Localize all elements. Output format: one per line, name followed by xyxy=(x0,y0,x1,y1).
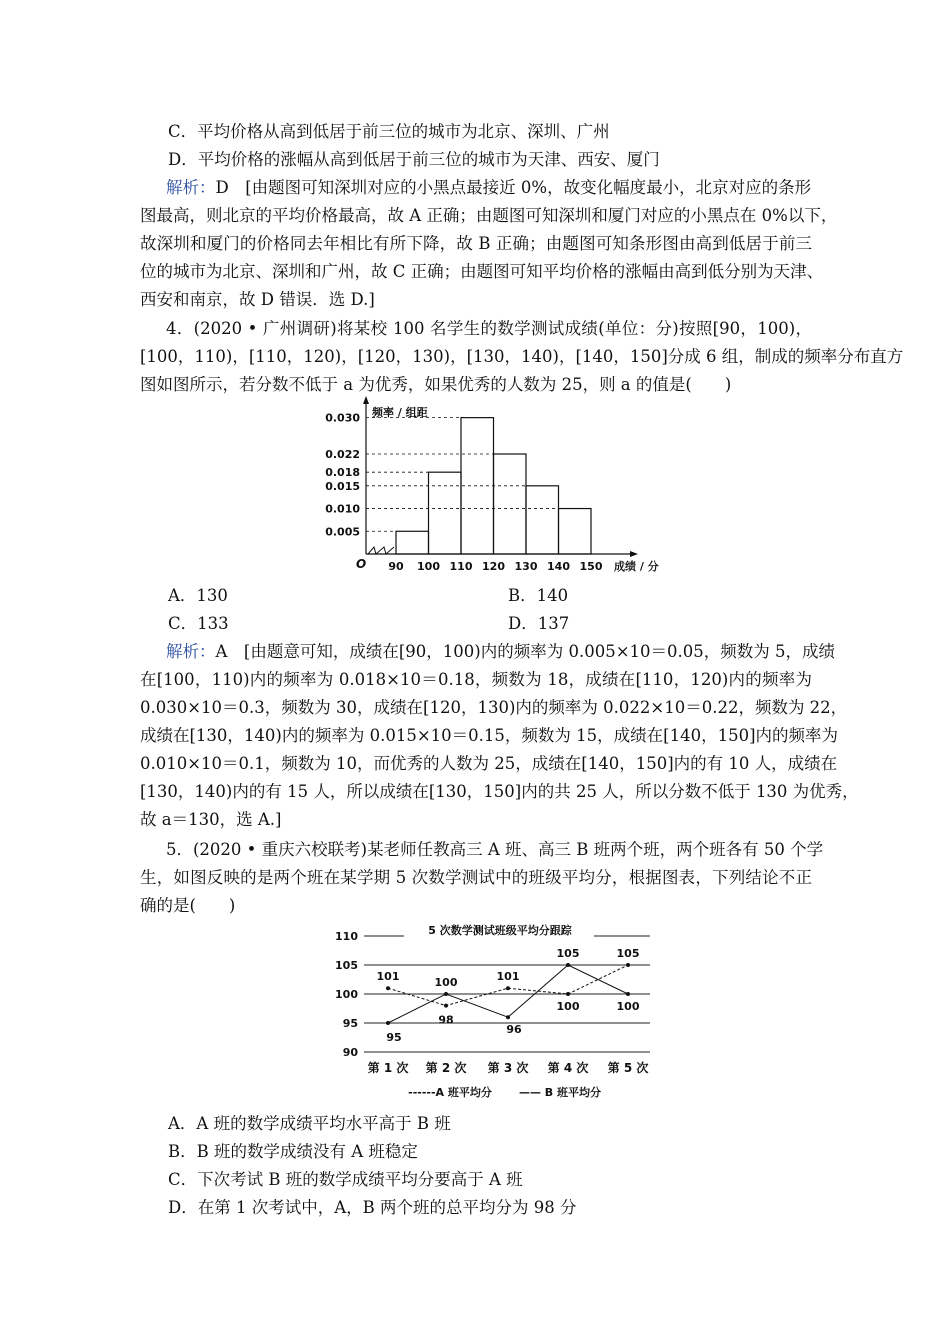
analysis-q4-line-6: [130，140)内的有 15 人，所以成绩在[130，150]内的共 25 人，所以分数不低于 130 为优秀， xyxy=(140,782,859,801)
y-axis-label: 频率 / 组距 xyxy=(372,406,428,419)
point-a xyxy=(626,963,630,967)
question-4-line-1: 4．(2020 • 广州调研)将某校 100 名学生的数学测试成绩(单位：分)按照[90，100)， xyxy=(166,319,812,338)
data-label-b: 105 xyxy=(556,947,580,960)
option-b-q5: B．B 班的数学成绩没有 A 班稳定 xyxy=(168,1142,418,1161)
histogram-chart xyxy=(320,396,680,586)
analysis-q4-line-4: 成绩在[130，140)内的频率为 0.015×10＝0.15，频数为 15，成绩在[140，150]内的频率为 xyxy=(140,726,839,745)
y-tick-label: 0.030 xyxy=(325,411,360,425)
data-label-b: 100 xyxy=(616,1000,640,1013)
option-a-q5: A．A 班的数学成绩平均水平高于 B 班 xyxy=(168,1114,451,1133)
question-5-line-3: 确的是( ) xyxy=(140,896,236,915)
histogram-bar xyxy=(429,472,462,554)
option-d-q3: D．平均价格的涨幅从高到低居于前三位的城市为天津、西安、厦门 xyxy=(168,150,660,169)
x-tick-label: 120 xyxy=(482,560,505,573)
histogram-bar xyxy=(526,486,559,554)
question-4-line-3: 图如图所示，若分数不低于 a 为优秀，如果优秀的人数为 25，则 a 的值是( ) xyxy=(140,375,732,394)
point-b xyxy=(506,1015,510,1019)
question-4-line-2: [100，110)，[110，120)，[120，130)，[130，140)，[140，150]分成 6 组，制成的频率分布直方 xyxy=(140,347,904,366)
y-tick-label: 0.005 xyxy=(325,525,360,539)
point-b xyxy=(444,992,448,996)
y-tick-label: 95 xyxy=(342,1017,358,1030)
data-label-b: 95 xyxy=(386,1031,402,1044)
analysis-q4-line-2: 在[100，110)内的频率为 0.018×10＝0.18，频数为 18，成绩在[110，120)内的频率为 xyxy=(140,670,812,689)
y-tick-label: 110 xyxy=(335,930,358,943)
y-tick-label: 0.010 xyxy=(325,502,360,516)
x-tick-label: 第 3 次 xyxy=(487,1061,529,1075)
origin-label: O xyxy=(356,557,367,571)
x-tick-label: 第 2 次 xyxy=(425,1061,467,1075)
analysis-q4-line-5: 0.010×10＝0.1，频数为 10，而优秀的人数为 25，成绩在[140，150]内的有 10 人，成绩在 xyxy=(140,754,838,773)
analysis-q3-line-5: 西安和南京，故 D 错误．选 D.] xyxy=(140,290,375,309)
analysis-label: 解析： xyxy=(166,178,216,197)
data-label-a: 101 xyxy=(376,970,400,984)
y-tick-label: 0.022 xyxy=(325,448,360,461)
x-tick-label: 100 xyxy=(417,560,440,573)
question-5-line-2: 生，如图反映的是两个班在某学期 5 次数学测试中的班级平均分，根据图表，下列结论不正 xyxy=(140,868,812,887)
analysis-q3-line-1: 解析：D [由题图可知深圳对应的小黑点最接近 0%，故变化幅度最小，北京对应的条形 xyxy=(166,178,812,197)
histogram-bar xyxy=(494,454,527,554)
point-a xyxy=(506,986,510,990)
x-axis-arrow xyxy=(630,551,638,557)
y-tick-label: 105 xyxy=(335,959,358,972)
legend-a: ------A 班平均分 xyxy=(408,1086,492,1099)
analysis-label: 解析： xyxy=(166,642,216,661)
data-label-b: 96 xyxy=(506,1023,522,1037)
x-axis-label: 成绩 / 分 xyxy=(614,560,659,573)
histogram-bar xyxy=(559,509,592,554)
point-b xyxy=(386,1021,390,1025)
analysis-q3-line-4: 位的城市为北京、深圳和广州，故 C 正确；由题图可知平均价格的涨幅由高到低分别为天津、 xyxy=(140,262,824,281)
x-tick-label: 第 5 次 xyxy=(607,1061,649,1075)
x-tick-label: 110 xyxy=(449,560,473,573)
data-label-a: 100 xyxy=(556,1000,580,1013)
option-c-q4: C．133 xyxy=(168,614,229,633)
histogram-bar xyxy=(396,531,429,554)
y-tick-label: 100 xyxy=(335,988,358,1001)
y-tick-label: 0.018 xyxy=(325,466,360,480)
analysis-q3-line-2: 图最高，则北京的平均价格最高，故 A 正确；由题图可知深圳和厦门对应的小黑点在 0%以下， xyxy=(140,206,838,225)
analysis-q4-line-3: 0.030×10＝0.3，频数为 30，成绩在[120，130)内的频率为 0.022×10＝0.22，频数为 22， xyxy=(140,698,848,717)
option-a-q4: A．130 xyxy=(168,586,228,605)
analysis-q3-line-3: 故深圳和厦门的价格同去年相比有所下降，故 B 正确；由题图可知条形图由高到低居于前三 xyxy=(140,234,812,253)
chart-title: 5 次数学测试班级平均分跟踪 xyxy=(428,924,572,937)
x-tick-label: 150 xyxy=(579,560,603,573)
legend-b: —— B 班平均分 xyxy=(518,1086,602,1099)
option-b-q4: B．140 xyxy=(508,586,569,605)
y-tick-label: 90 xyxy=(342,1046,358,1059)
point-b xyxy=(566,963,570,967)
analysis-q4-line-1: 解析：A [由题意可知，成绩在[90，100)内的频率为 0.005×10＝0.05，频数为 5，成绩 xyxy=(166,642,835,661)
point-a xyxy=(566,992,570,996)
point-a xyxy=(386,986,390,990)
analysis-q4-line-7: 故 a＝130，选 A.] xyxy=(140,810,282,829)
axis-break xyxy=(368,547,394,554)
data-label-a: 105 xyxy=(616,947,640,960)
x-tick-label: 第 4 次 xyxy=(547,1061,589,1075)
question-5-line-1: 5．(2020 • 重庆六校联考)某老师任教高三 A 班、高三 B 班两个班，两个班各有 50 个学 xyxy=(166,840,824,859)
x-tick-label: 130 xyxy=(514,560,538,573)
x-tick-label: 第 1 次 xyxy=(367,1061,409,1075)
option-d-q4: D．137 xyxy=(508,614,570,633)
option-c-q5: C．下次考试 B 班的数学成绩平均分要高于 A 班 xyxy=(168,1170,523,1189)
y-axis-arrow xyxy=(363,396,369,404)
line-chart xyxy=(320,916,660,1106)
x-tick-label: 140 xyxy=(547,560,570,573)
point-a xyxy=(444,1004,448,1008)
option-d-q5: D．在第 1 次考试中，A，B 两个班的总平均分为 98 分 xyxy=(168,1198,577,1217)
point-b xyxy=(626,992,630,996)
x-tick-label: 90 xyxy=(388,560,404,573)
option-c-q3: C．平均价格从高到低居于前三位的城市为北京、深圳、广州 xyxy=(168,122,610,141)
data-label-b: 100 xyxy=(434,976,458,989)
y-tick-label: 0.015 xyxy=(325,479,360,493)
data-label-a: 101 xyxy=(496,970,520,984)
data-label-a: 98 xyxy=(438,1013,454,1027)
